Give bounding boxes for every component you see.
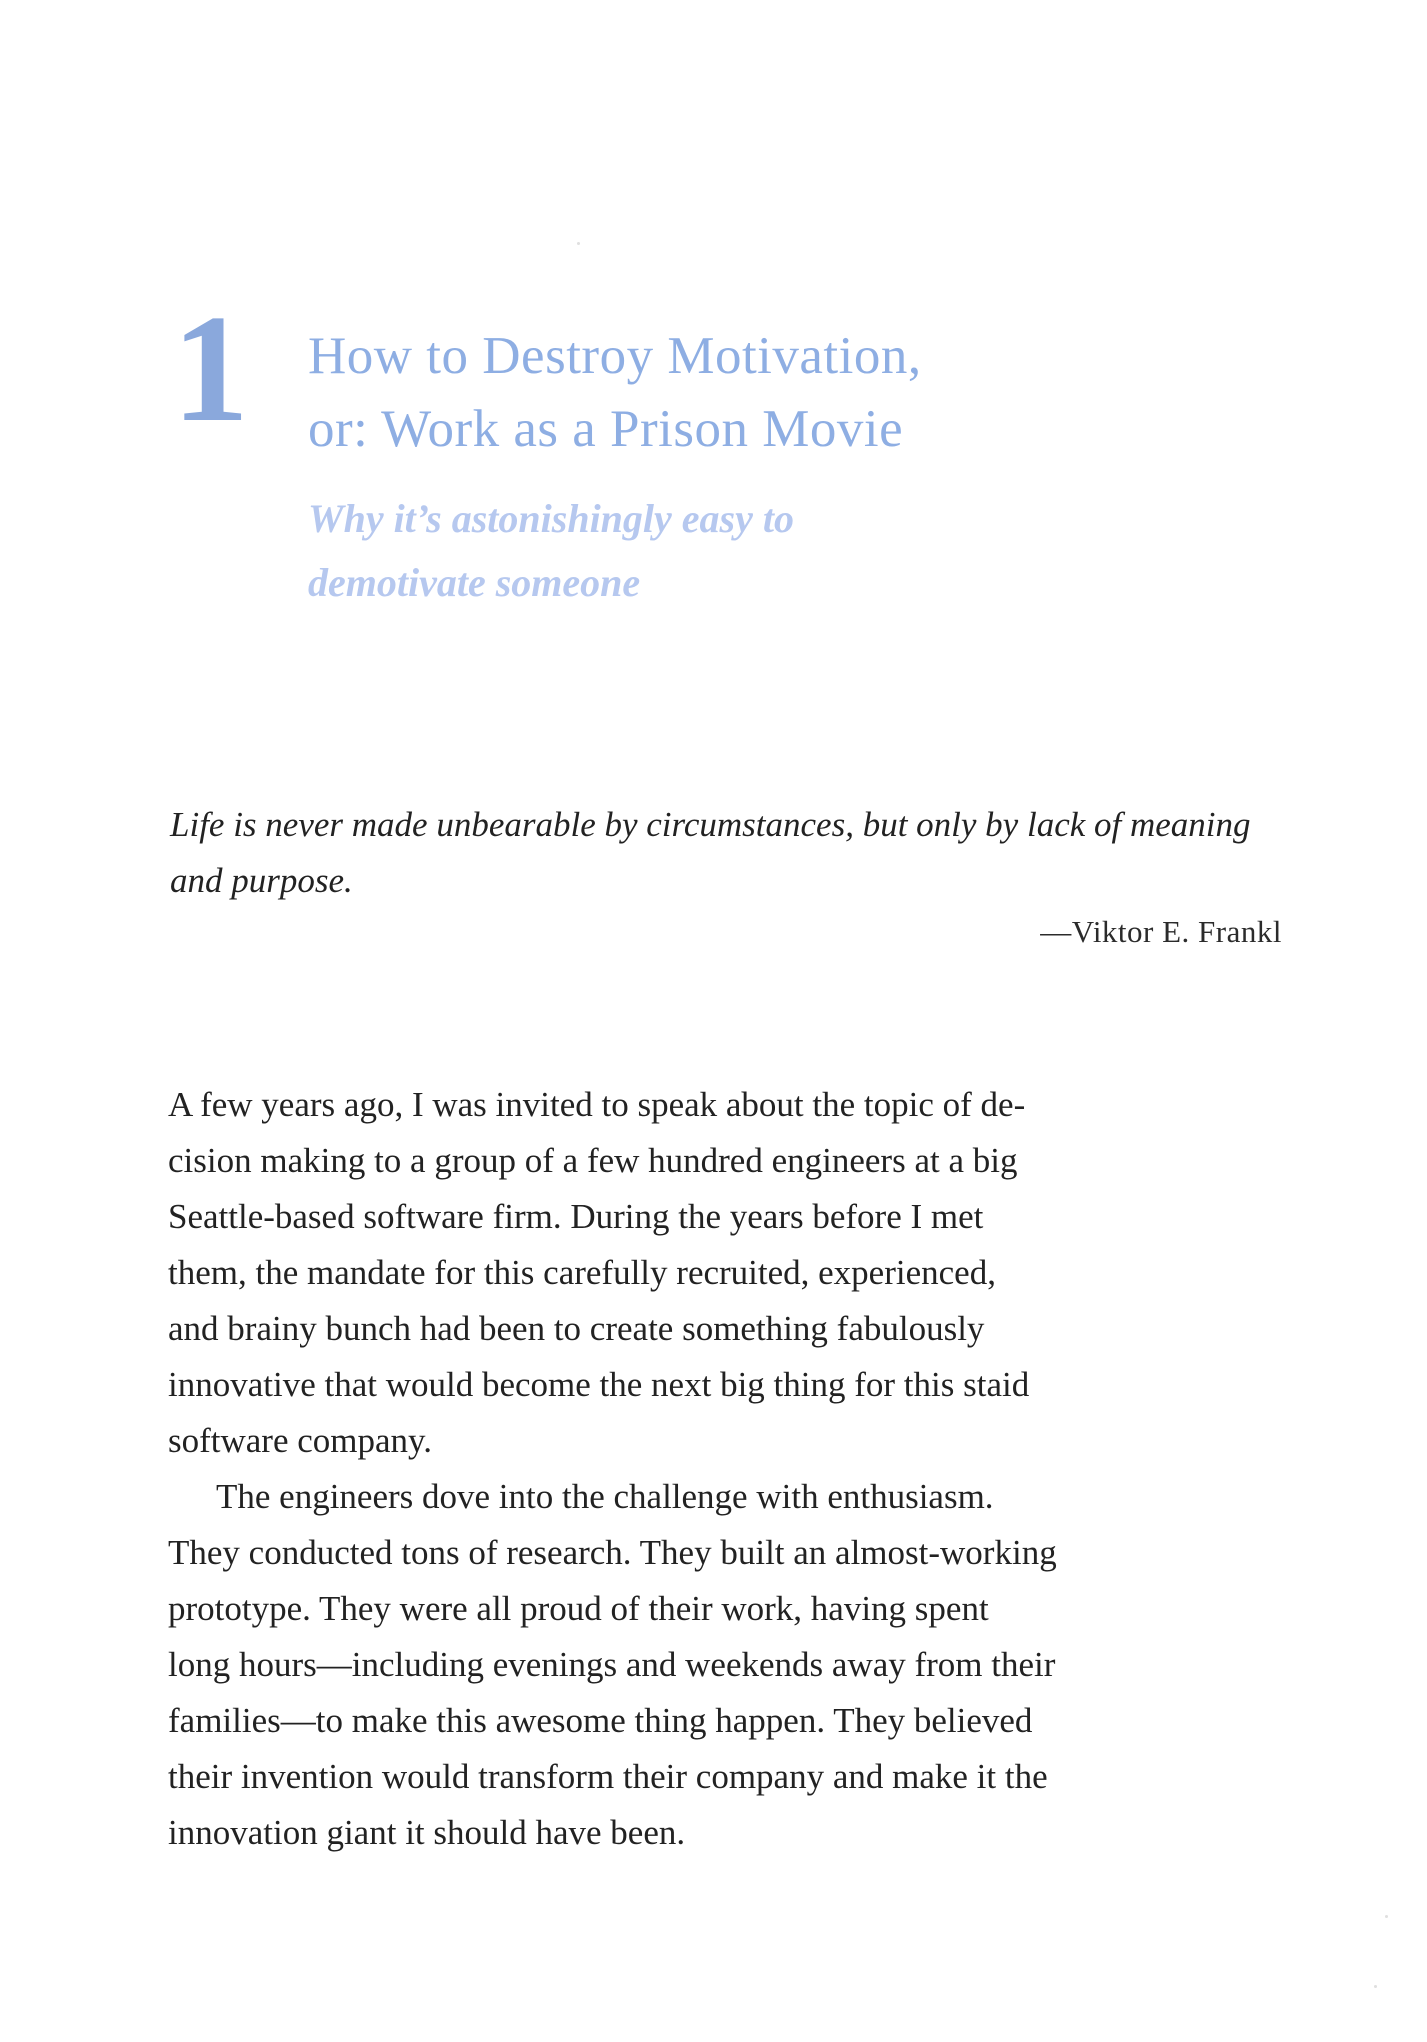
text-line: They conducted tons of research. They built an almost-working bbox=[168, 1533, 1057, 1572]
text-line: innovation giant it should have been. bbox=[168, 1813, 686, 1852]
paragraph bbox=[168, 1469, 1293, 1861]
epigraph bbox=[170, 797, 1290, 953]
text-line: them, the mandate for this carefully recruited, experienced, bbox=[168, 1253, 996, 1292]
chapter-title-line: or: Work as a Prison Movie bbox=[308, 400, 904, 458]
text-line: innovative that would become the next big thing for this staid bbox=[168, 1365, 1030, 1404]
chapter-subtitle bbox=[308, 487, 928, 615]
chapter-title bbox=[308, 320, 1068, 466]
chapter-subtitle-line: demotivate someone bbox=[308, 560, 641, 605]
chapter-number: 1 bbox=[172, 284, 249, 454]
text-line: cision making to a group of a few hundred engineers at a big bbox=[168, 1141, 1018, 1180]
scan-speck bbox=[577, 242, 580, 245]
text-line: families—to make this awesome thing happen. They believed bbox=[168, 1701, 1033, 1740]
scan-speck bbox=[1374, 1985, 1377, 1988]
scan-speck bbox=[1385, 1915, 1388, 1918]
chapter-subtitle-line: Why it’s astonishingly easy to bbox=[308, 496, 794, 541]
body-text bbox=[168, 1077, 1293, 1861]
epigraph-quote: Life is never made unbearable by circumstances, but only by lack of meaning and purpose. bbox=[170, 805, 1251, 900]
text-line: The engineers dove into the challenge with enthusiasm. bbox=[216, 1477, 994, 1516]
text-line: and brainy bunch had been to create something fabulously bbox=[168, 1309, 985, 1348]
epigraph-attribution: —Viktor E. Frankl bbox=[1040, 914, 1282, 949]
text-line: long hours—including evenings and weekends away from their bbox=[168, 1645, 1056, 1684]
text-line: software company. bbox=[168, 1421, 433, 1460]
text-line: A few years ago, I was invited to speak about the topic of de- bbox=[168, 1085, 1026, 1124]
text-line: Seattle-based software firm. During the years before I met bbox=[168, 1197, 984, 1236]
chapter-title-line: How to Destroy Motivation, bbox=[308, 327, 922, 385]
text-line: prototype. They were all proud of their work, having spent bbox=[168, 1589, 989, 1628]
text-line: their invention would transform their company and make it the bbox=[168, 1757, 1048, 1796]
paragraph bbox=[168, 1077, 1293, 1469]
